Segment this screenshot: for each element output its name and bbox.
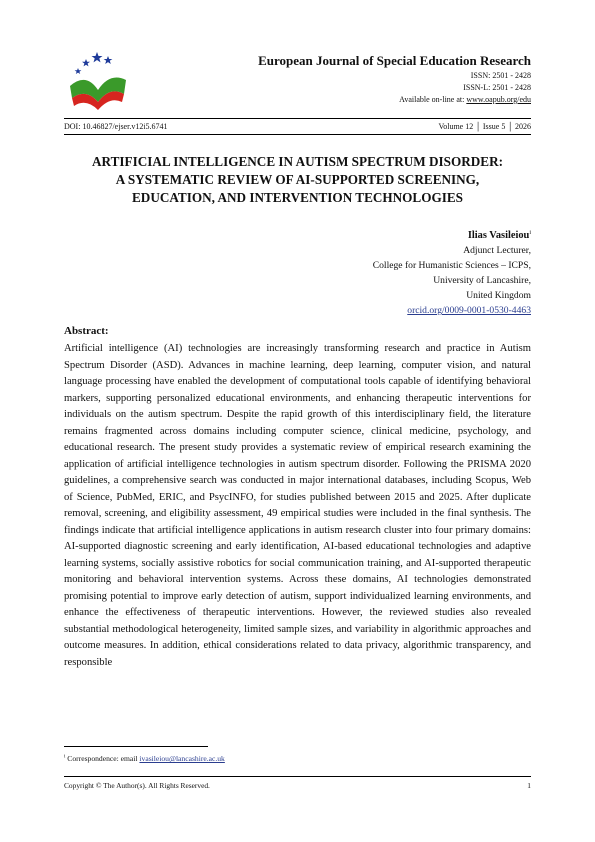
doi-rule xyxy=(64,134,531,135)
journal-logo-icon xyxy=(64,50,130,114)
page-number: 1 xyxy=(527,781,531,790)
author-block xyxy=(373,226,531,318)
author-name: Ilias Vasileiou xyxy=(467,230,530,242)
footnote-label: Correspondence: email xyxy=(67,754,140,763)
title-line-3: EDUCATION, AND INTERVENTION TECHNOLOGIES xyxy=(132,190,463,205)
abstract-heading: Abstract: xyxy=(64,325,109,337)
author-footnote-marker: i xyxy=(529,230,531,236)
copyright: Copyright © The Author(s). All Rights Reserved. xyxy=(64,781,210,790)
title-line-2: A SYSTEMATIC REVIEW OF AI-SUPPORTED SCREENING, xyxy=(115,172,480,187)
availability xyxy=(399,94,531,106)
availability-label: Available on-line at: xyxy=(399,95,467,104)
paper-title xyxy=(64,153,531,207)
correspondence-email-link[interactable]: ivasileiou@lancashire.ac.uk xyxy=(139,754,225,763)
footnote-marker: i xyxy=(64,754,66,760)
issn: ISSN: 2501 - 2428 xyxy=(470,71,531,80)
footnote-rule xyxy=(64,746,208,747)
issn-l: ISSN-L: 2501 - 2428 xyxy=(463,83,531,92)
abstract-text: Artificial intelligence (AI) technologies are increasingly transforming research and practice in Autism Spectrum Disorder (ASD). Advances in machine learning, deep learning, computer vision, and natural language processing have enabled the development of computational tools capable of identifying behavioral markers, supporting personalized educational environments, and enhancing therapeutic interventions for individuals on the autism spectrum. Despite the rapid growth of this interdisciplinary field, the literature remains fragmented across domains including computer science, clinical medicine, psychology, and educational research. The present study provides a systematic review of empirical research examining the application of artificial intelligence technologies in autism spectrum disorder. Following the PRISMA 2020 guidelines, a comprehensive search was conducted in major international databases, including Scopus, Web of Science, PubMed, ERIC, and PsycINFO, for studies published between 2015 and 2025. After duplicate removal, screening, and eligibility assessment, 49 empirical studies were included in the final synthesis. The findings indicate that artificial intelligence applications in autism research cluster into four primary domains: AI-supported diagnostic screening and early identification, AI-based educational technologies and adaptive learning systems, socially assistive robotics for social communication training, and AI-supported therapeutic monitoring and behavioral intervention systems. Across these domains, AI technologies demonstrated promising potential to improve early detection of autism, support individualized learning environments, and enhance the effectiveness of therapeutic interventions. However, the reviewed studies also revealed substantial methodological heterogeneity, limited sample sizes, and variability in algorithmic approaches and outcome measures. In addition, ethical considerations related to data privacy, algorithmic transparency, and responsible xyxy=(64,343,531,668)
doi-line xyxy=(64,122,531,131)
issn-block xyxy=(399,70,531,106)
doi: DOI: 10.46827/ejser.v12i5.6741 xyxy=(64,122,168,131)
volume-issue: Volume 12 │ Issue 5 │ 2026 xyxy=(438,122,531,131)
journal-logo xyxy=(64,50,130,114)
footnote xyxy=(64,754,225,763)
journal-url-link[interactable]: www.oapub.org/edu xyxy=(466,95,531,104)
author-name-line xyxy=(373,226,531,243)
title-line-1: ARTIFICIAL INTELLIGENCE IN AUTISM SPECTRUM DISORDER: xyxy=(92,154,503,169)
orcid-link[interactable]: orcid.org/0009-0001-0530-4463 xyxy=(407,305,531,317)
author-position: Adjunct Lecturer, xyxy=(463,245,531,257)
header-rule xyxy=(64,118,531,119)
author-country: United Kingdom xyxy=(466,290,531,302)
author-college: College for Humanistic Sciences – ICPS, xyxy=(372,260,531,272)
author-university: University of Lancashire, xyxy=(433,275,531,287)
footer-rule xyxy=(64,776,531,777)
journal-title: European Journal of Special Education Research xyxy=(258,53,531,68)
